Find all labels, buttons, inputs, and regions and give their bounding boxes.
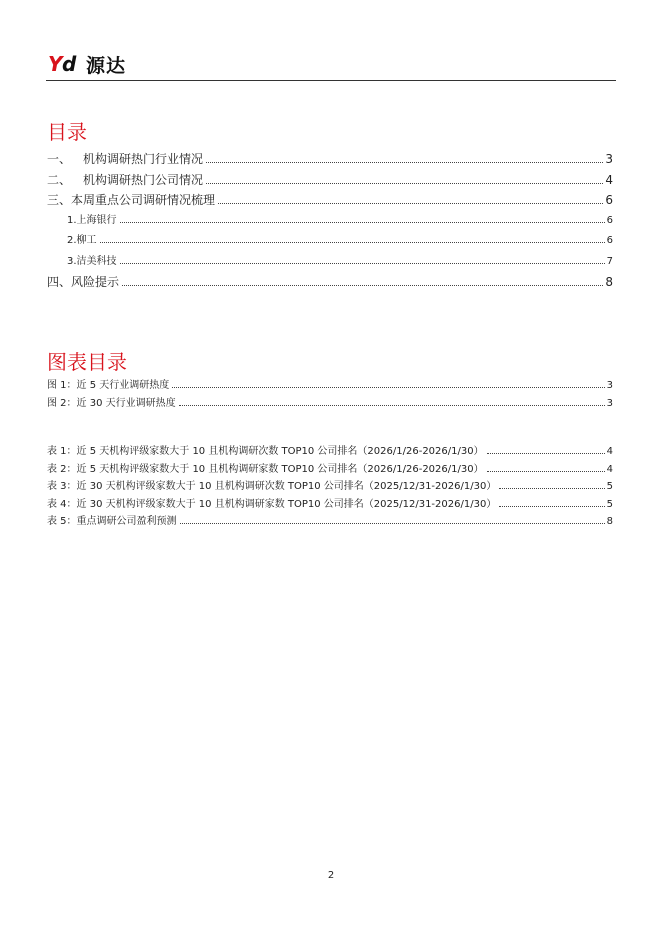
toc-entry-number: 三、 [47, 193, 72, 207]
chart-entry-label: 图 2：近 30 天行业调研热度 [47, 397, 176, 409]
toc-entry-label: 1.上海银行 [67, 214, 117, 226]
table-entry-page: 4 [606, 446, 613, 457]
page-header [46, 50, 616, 82]
toc-entry-number: 一、 [47, 152, 72, 166]
toc-entry-number: 二、 [47, 172, 72, 187]
toc-subentry-2[interactable] [47, 231, 613, 252]
toc-entry-4[interactable] [47, 272, 613, 293]
toc-subentry-3[interactable] [47, 252, 613, 273]
toc-entry-page: 6 [605, 193, 613, 207]
toc-entry-label: 机构调研热门公司情况 [83, 172, 204, 187]
chart-entry-label: 图 1：近 5 天行业调研热度 [47, 380, 170, 391]
dot-leader [100, 242, 605, 243]
dot-leader [499, 506, 604, 507]
dot-leader [487, 453, 605, 454]
table-entry-page: 4 [606, 463, 613, 475]
table-entry-label: 表 1：近 5 天机构评级家数大于 10 且机构调研次数 TOP10 公司排名（2026/1/26-2026/1/30） [47, 446, 484, 457]
dot-leader [122, 285, 603, 286]
toc-entry-page: 6 [606, 235, 613, 246]
toc-entry-2[interactable] [47, 170, 613, 191]
svg-text:d: d [62, 53, 77, 75]
toc-entry-page: 6 [606, 214, 613, 226]
toc-entry-page: 4 [605, 172, 613, 187]
toc-entry-label: 风险提示 [71, 275, 120, 289]
table-entry-5[interactable] [47, 513, 613, 531]
table-entry-page: 5 [606, 481, 613, 492]
table-entry-label: 表 5：重点调研公司盈利预测 [47, 516, 177, 527]
toc-entry-page: 8 [605, 275, 613, 289]
dot-leader [499, 488, 604, 489]
chart-entry-page: 3 [606, 380, 613, 391]
dot-leader [218, 203, 603, 204]
table-entry-1[interactable] [47, 443, 613, 461]
table-entry-3[interactable] [47, 478, 613, 496]
toc-list [47, 149, 613, 293]
dot-leader [206, 162, 603, 163]
chart-entry-2[interactable] [47, 395, 613, 413]
company-logo [48, 52, 126, 76]
table-list [47, 443, 613, 531]
toc-subentry-1[interactable] [47, 211, 613, 232]
svg-text:Y: Y [48, 53, 63, 75]
toc-title: 目录 [47, 120, 87, 144]
table-entry-label: 表 3：近 30 天机构评级家数大于 10 且机构调研次数 TOP10 公司排名（2025/12/31-2026/1/30） [47, 481, 497, 492]
dot-leader [120, 222, 605, 223]
page-number: 2 [327, 870, 335, 881]
dot-leader [120, 263, 605, 264]
dot-leader [487, 471, 605, 472]
dot-leader [206, 183, 603, 184]
table-entry-page: 8 [606, 516, 613, 527]
dot-leader [172, 387, 604, 388]
chart-list [47, 377, 613, 412]
toc-entry-3[interactable] [47, 190, 613, 211]
toc-entry-label: 3.洁美科技 [67, 255, 117, 267]
brand-mark-logo [48, 53, 84, 75]
dot-leader [180, 523, 605, 524]
table-entry-label: 表 4：近 30 天机构评级家数大于 10 且机构调研家数 TOP10 公司排名（2025/12/31-2026/1/30） [47, 498, 497, 510]
toc-entry-label: 本周重点公司调研情况梳理 [71, 193, 216, 207]
toc-entry-label: 2.柳工 [67, 235, 97, 246]
toc-entry-page: 7 [606, 255, 613, 267]
dot-leader [179, 405, 605, 406]
header-divider [46, 80, 616, 81]
table-entry-label: 表 2：近 5 天机构评级家数大于 10 且机构调研家数 TOP10 公司排名（2026/1/26-2026/1/30） [47, 463, 484, 475]
toc-entry-1[interactable] [47, 149, 613, 170]
chart-entry-page: 3 [606, 397, 613, 409]
figures-title: 图表目录 [47, 350, 127, 374]
chart-entry-1[interactable] [47, 377, 613, 395]
brand-name: 源达 [86, 54, 127, 77]
toc-entry-page: 3 [605, 152, 613, 166]
table-entry-2[interactable] [47, 461, 613, 479]
toc-entry-label: 机构调研热门行业情况 [83, 152, 204, 166]
table-entry-page: 5 [606, 498, 613, 510]
toc-entry-number: 四、 [47, 275, 72, 289]
table-entry-4[interactable] [47, 496, 613, 514]
